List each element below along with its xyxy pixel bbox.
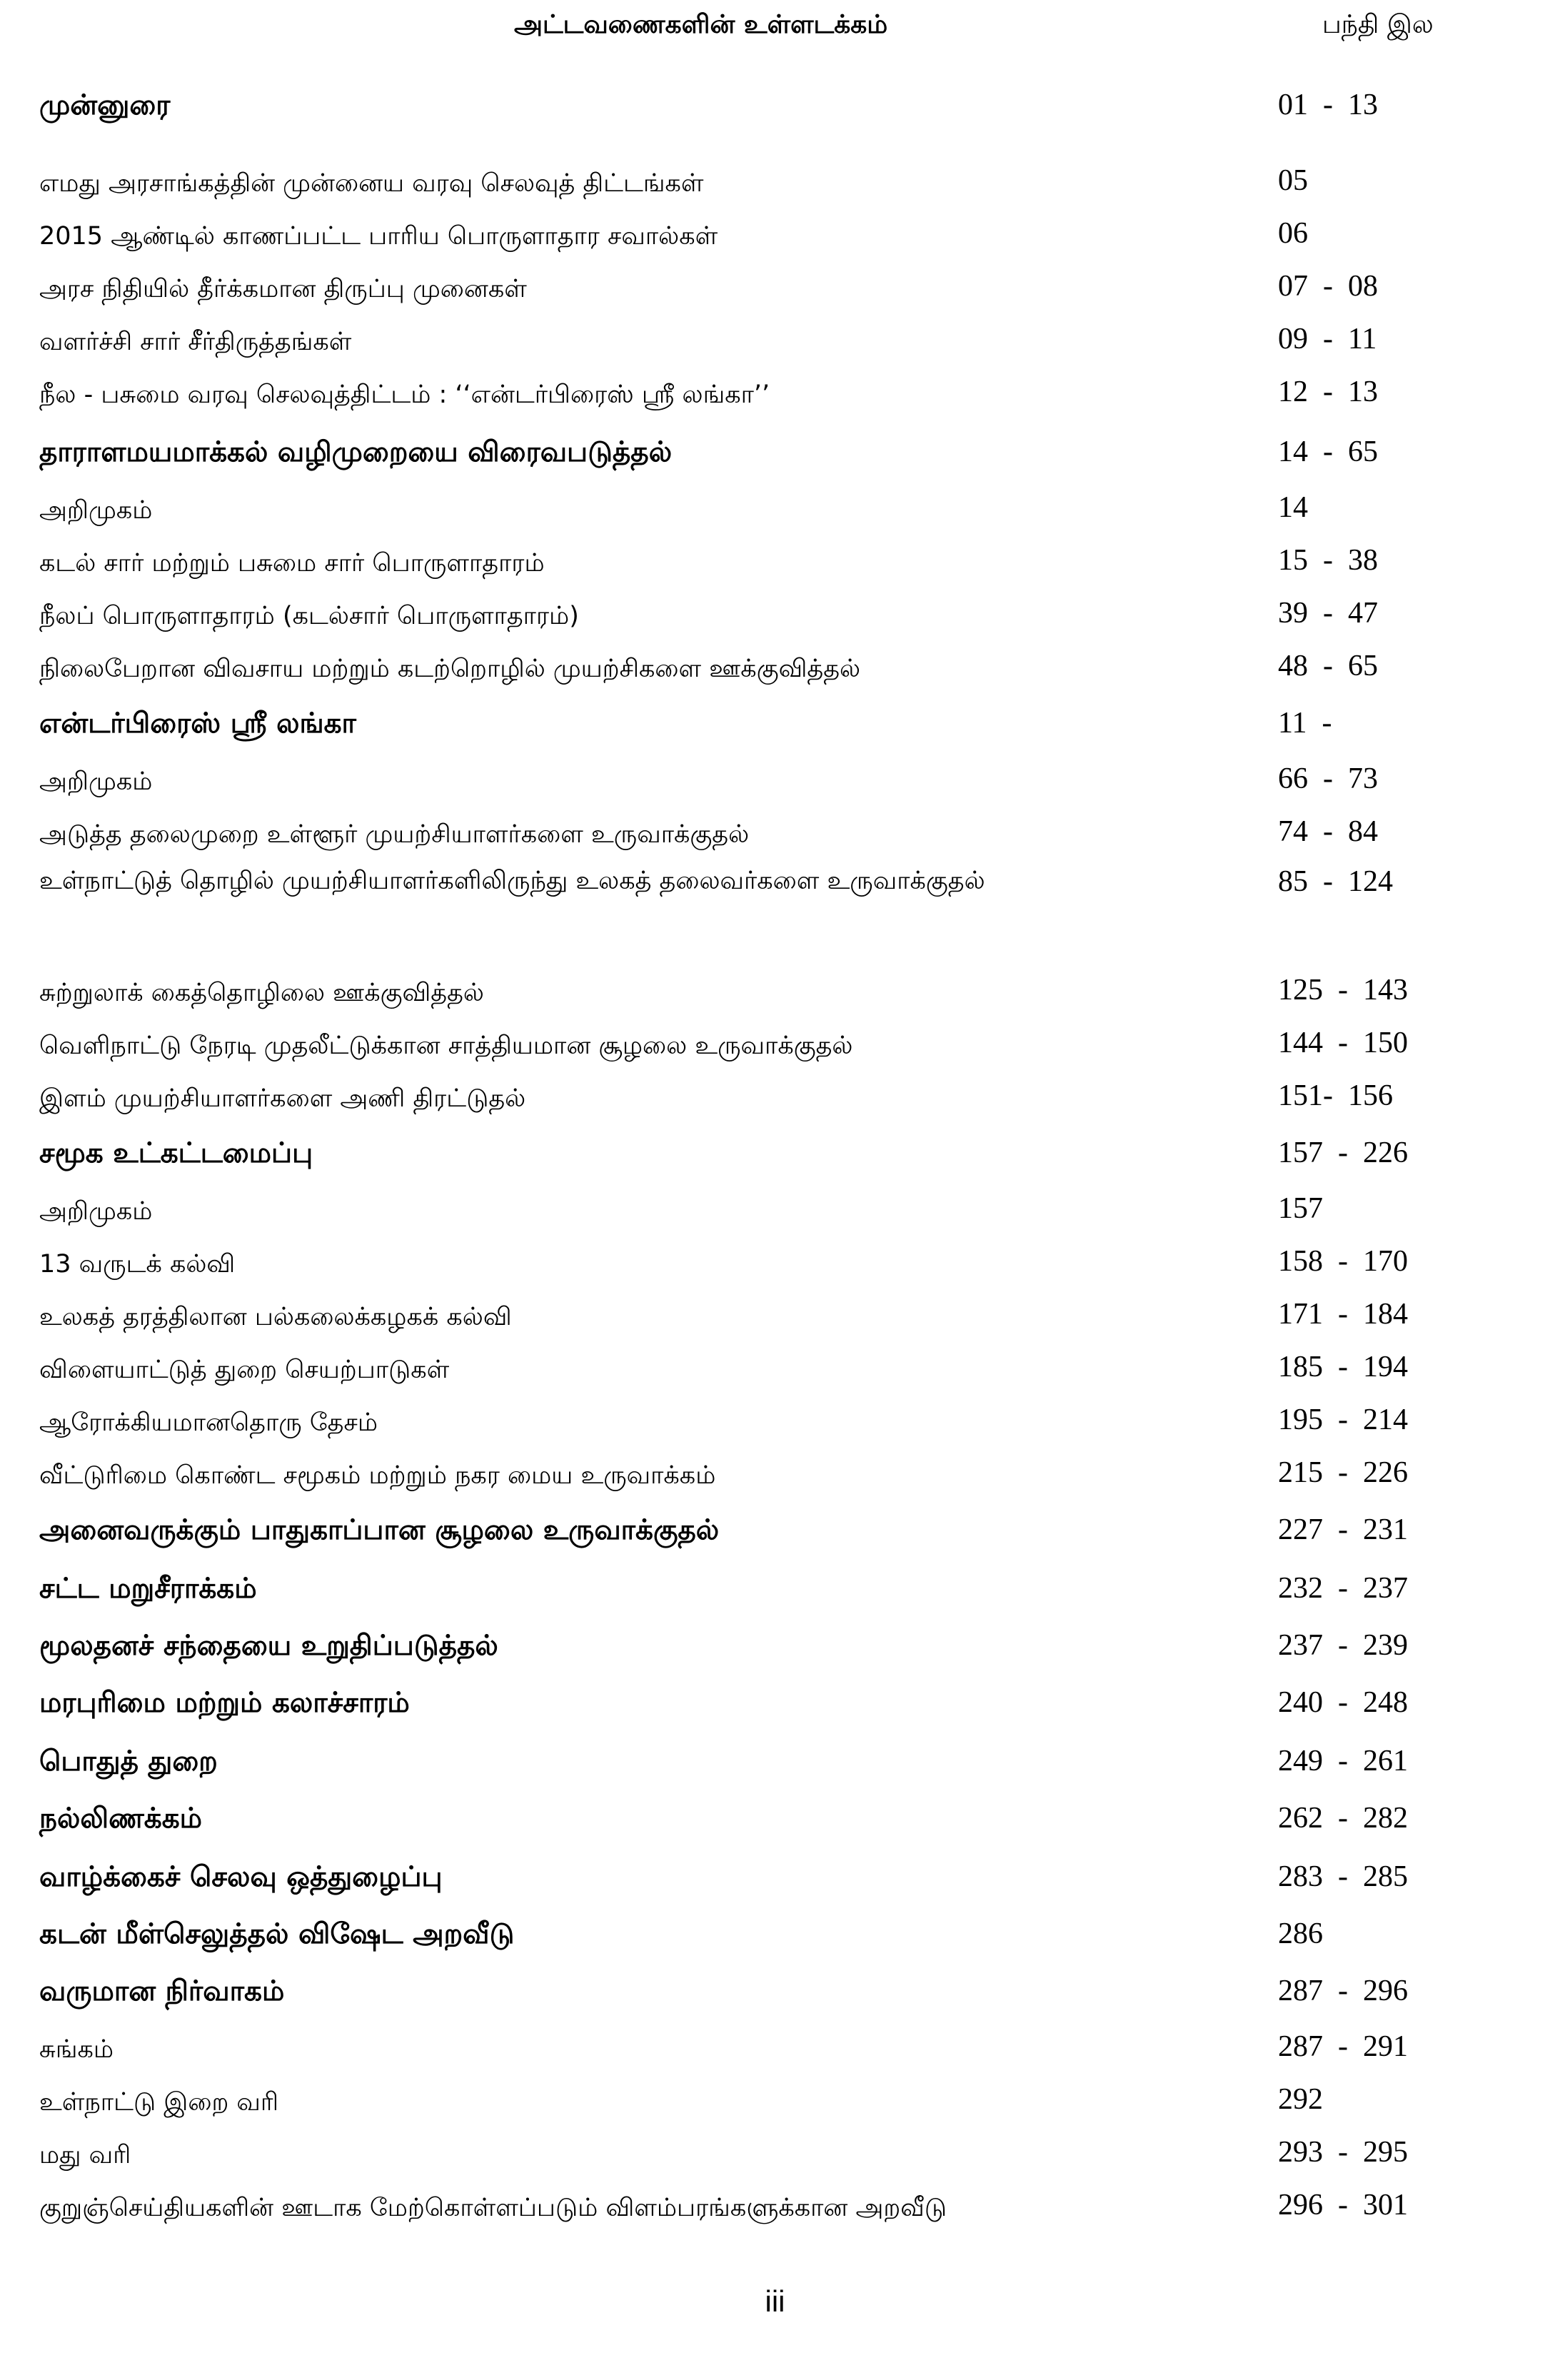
- toc-page-range: 292: [1278, 2082, 1323, 2116]
- toc-section-title: சமூக உட்கட்டமைப்பு: [39, 1137, 313, 1170]
- toc-entry-title: அறிமுகம்: [39, 495, 153, 525]
- toc-entry-title: 13 வருடக் கல்வி: [39, 1249, 236, 1279]
- toc-page-range: 144 - 150: [1278, 1026, 1408, 1059]
- toc-entry-row: [0, 640, 1550, 693]
- toc-section-row: [0, 1500, 1550, 1557]
- toc-page-range: 14 - 65: [1278, 435, 1378, 468]
- toc-section-title: தாராளமயமாக்கல் வழிமுறையை விரைவபடுத்தல்: [39, 436, 673, 469]
- toc-page-range: 287 - 296: [1278, 1974, 1408, 2007]
- toc-entry-row: [0, 366, 1550, 419]
- toc-entry-row: [0, 964, 1550, 1017]
- toc-section-title: சட்ட மறுசீராக்கம்: [39, 1573, 257, 1605]
- toc-entry-row: [0, 1017, 1550, 1070]
- page-number: iii: [765, 2284, 785, 2318]
- toc-page-range: 05: [1278, 163, 1308, 197]
- toc-page-range: 66 - 73: [1278, 762, 1378, 795]
- toc-section-title: மரபுரிமை மற்றும் கலாச்சாரம்: [39, 1687, 410, 1720]
- toc-page-range: 48 - 65: [1278, 649, 1378, 682]
- toc-entry-row: [0, 313, 1550, 366]
- page-column-header: பந்தி இல: [1322, 10, 1434, 39]
- toc-entry-row: [0, 132, 1550, 208]
- toc-entry-title: அறிமுகம்: [39, 767, 153, 796]
- toc-entry-row: [0, 1394, 1550, 1447]
- toc-entry-title: வளர்ச்சி சார் சீர்திருத்தங்கள்: [39, 327, 352, 356]
- toc-entry-title: அரச நிதியில் தீர்க்கமான திருப்பு முனைகள்: [39, 274, 527, 303]
- toc-section-title: மூலதனச் சந்தையை உறுதிப்படுத்தல்: [39, 1630, 498, 1663]
- page-header: [0, 10, 1550, 53]
- toc-page-range: 240 - 248: [1278, 1685, 1408, 1719]
- toc-entry-row: [0, 208, 1550, 261]
- toc-page-range: 185 - 194: [1278, 1350, 1408, 1383]
- toc-entry-title: நீலப் பொருளாதாரம் (கடல்சார் பொருளாதாரம்): [39, 601, 579, 630]
- toc-page-range: 151- 156: [1278, 1079, 1393, 1112]
- toc-section-row: [0, 1961, 1550, 2018]
- toc-entry-row: [0, 588, 1550, 640]
- toc-page-range: 249 - 261: [1278, 1744, 1408, 1778]
- toc-page-range: 11 -: [1278, 706, 1332, 740]
- toc-page-range: 158 - 170: [1278, 1244, 1408, 1278]
- toc-page-range: 74 - 84: [1278, 815, 1378, 848]
- toc-section-row: [0, 1557, 1550, 1615]
- toc-page-range: 157: [1278, 1191, 1323, 1225]
- toc-entry-row: [0, 859, 1550, 964]
- toc-section-title: வாழ்க்கைச் செலவு ஒத்துழைப்பு: [39, 1861, 443, 1894]
- toc-page-range: 287 - 291: [1278, 2029, 1408, 2063]
- toc-entry-title: மது வரி: [39, 2140, 131, 2169]
- toc-page-range: 232 - 237: [1278, 1571, 1408, 1605]
- toc-entry-title: நிலைபேறான விவசாய மற்றும் கடற்றொழில் முயற்சிகளை ஊக்குவித்தல்: [39, 654, 861, 683]
- toc-entry-title: எமது அரசாங்கத்தின் முன்னைய வரவு செலவுத் திட்டங்கள்: [39, 168, 704, 198]
- toc-page-range: 195 - 214: [1278, 1403, 1408, 1436]
- toc-entry-title: விளையாட்டுத் துறை செயற்பாடுகள்: [39, 1355, 450, 1384]
- toc-entry-row: [0, 535, 1550, 588]
- toc-entry-row: [0, 750, 1550, 806]
- toc-entry-title: கடல் சார் மற்றும் பசுமை சார் பொருளாதாரம்: [39, 548, 545, 578]
- toc-entry-title: சுங்கம்: [39, 2034, 114, 2064]
- toc-title: அட்டவணைகளின் உள்ளடக்கம்: [514, 10, 888, 39]
- toc-page-range: 262 - 282: [1278, 1801, 1408, 1835]
- toc-entry-title: சுற்றுலாக் கைத்தொழிலை ஊக்குவித்தல்: [39, 978, 484, 1007]
- toc-entry-row: [0, 1447, 1550, 1500]
- toc-entry-title: வீட்டுரிமை கொண்ட சமூகம் மற்றும் நகர மைய உருவாக்கம்: [39, 1461, 716, 1490]
- toc-entry-row: [0, 2018, 1550, 2074]
- toc-entry-title: நீல - பசுமை வரவு செலவுத்திட்டம் : ‘‘என்டர்பிரைஸ் ஸ்ரீ லங்கா’’: [39, 380, 770, 409]
- toc-entry-title: இளம் முயற்சியாளர்களை அணி திரட்டுதல்: [39, 1084, 526, 1113]
- toc-section-row: [0, 61, 1550, 132]
- toc-section-title: முன்னுரை: [39, 89, 171, 122]
- toc-section-title: வருமான நிர்வாகம்: [39, 1975, 285, 2008]
- toc-section-row: [0, 1123, 1550, 1180]
- toc-entry-title: ஆரோக்கியமானதொரு தேசம்: [39, 1408, 378, 1437]
- toc-page-range: 286: [1278, 1917, 1323, 1950]
- toc-entry-row: [0, 1070, 1550, 1123]
- toc-entry-title: உலகத் தரத்திலான பல்கலைக்கழகக் கல்வி: [39, 1302, 512, 1331]
- toc-entry-title: உள்நாட்டுத் தொழில் முயற்சியாளர்களிலிருந்து உலகத் தலைவர்களை உருவாக்குதல்: [39, 867, 985, 895]
- toc-entry-title: அடுத்த தலைமுறை உள்ளூர் முயற்சியாளர்களை உருவாக்குதல்: [39, 820, 750, 849]
- toc-page-range: 171 - 184: [1278, 1297, 1408, 1331]
- toc-entry-title: 2015 ஆண்டில் காணப்பட்ட பாரிய பொருளாதார சவால்கள்: [39, 221, 718, 251]
- toc-section-row: [0, 1904, 1550, 1961]
- toc-page-range: 06: [1278, 216, 1308, 250]
- toc-page-range: 296 - 301: [1278, 2188, 1408, 2222]
- toc-page-range: 125 - 143: [1278, 973, 1408, 1007]
- toc-entry-title: வெளிநாட்டு நேரடி முதலீட்டுக்கான சாத்தியமான சூழலை உருவாக்குதல்: [39, 1031, 853, 1060]
- toc-entry-row: [0, 2179, 1550, 2232]
- toc-page-range: 15 - 38: [1278, 543, 1378, 577]
- toc-page-range: 85 - 124: [1278, 865, 1393, 898]
- toc-entry-row: [0, 479, 1550, 535]
- toc-section-title: கடன் மீள்செலுத்தல் விஷேட அறவீடு: [39, 1918, 515, 1951]
- toc-entry-row: [0, 1236, 1550, 1289]
- toc-entry-title: உள்நாட்டு இறை வரி: [39, 2087, 279, 2117]
- toc-page-range: 39 - 47: [1278, 596, 1378, 630]
- toc-section-title: நல்லிணக்கம்: [39, 1802, 203, 1835]
- toc-page-range: 157 - 226: [1278, 1136, 1408, 1169]
- toc-entry-row: [0, 1341, 1550, 1394]
- toc-section-row: [0, 693, 1550, 750]
- toc-page-range: 07 - 08: [1278, 269, 1378, 303]
- toc-page-range: 14: [1278, 490, 1308, 524]
- toc-page-range: 09 - 11: [1278, 322, 1377, 356]
- toc-section-title: பொதுத் துறை: [39, 1745, 218, 1778]
- toc-entry-row: [0, 261, 1550, 313]
- toc-section-row: [0, 1845, 1550, 1904]
- toc-section-row: [0, 419, 1550, 479]
- toc-entry-row: [0, 806, 1550, 859]
- toc-section-row: [0, 1730, 1550, 1788]
- toc-entry-title: குறுஞ்செய்தியகளின் ஊடாக மேற்கொள்ளப்படும் விளம்பரங்களுக்கான அறவீடு: [39, 2193, 947, 2222]
- toc-entry-title: அறிமுகம்: [39, 1196, 153, 1226]
- toc-entry-row: [0, 1180, 1550, 1236]
- toc-entry-row: [0, 2127, 1550, 2179]
- toc-section-row: [0, 1673, 1550, 1730]
- toc-section-row: [0, 1788, 1550, 1845]
- toc-section-title: என்டர்பிரைஸ் ஸ்ரீ லங்கா: [39, 707, 356, 740]
- toc-page-range: 12 - 13: [1278, 375, 1378, 408]
- toc-page-range: 215 - 226: [1278, 1456, 1408, 1489]
- toc-page-range: 237 - 239: [1278, 1628, 1408, 1662]
- toc-page-range: 283 - 285: [1278, 1860, 1408, 1893]
- toc-page-range: 01 - 13: [1278, 88, 1378, 121]
- toc-section-title: அனைவருக்கும் பாதுகாப்பான சூழலை உருவாக்குதல்: [39, 1514, 720, 1547]
- toc-entry-row: [0, 1289, 1550, 1341]
- toc-section-row: [0, 1615, 1550, 1673]
- table-of-contents: [0, 61, 1550, 2232]
- toc-page-range: 293 - 295: [1278, 2135, 1408, 2169]
- toc-page-range: 227 - 231: [1278, 1513, 1408, 1546]
- toc-entry-row: [0, 2074, 1550, 2127]
